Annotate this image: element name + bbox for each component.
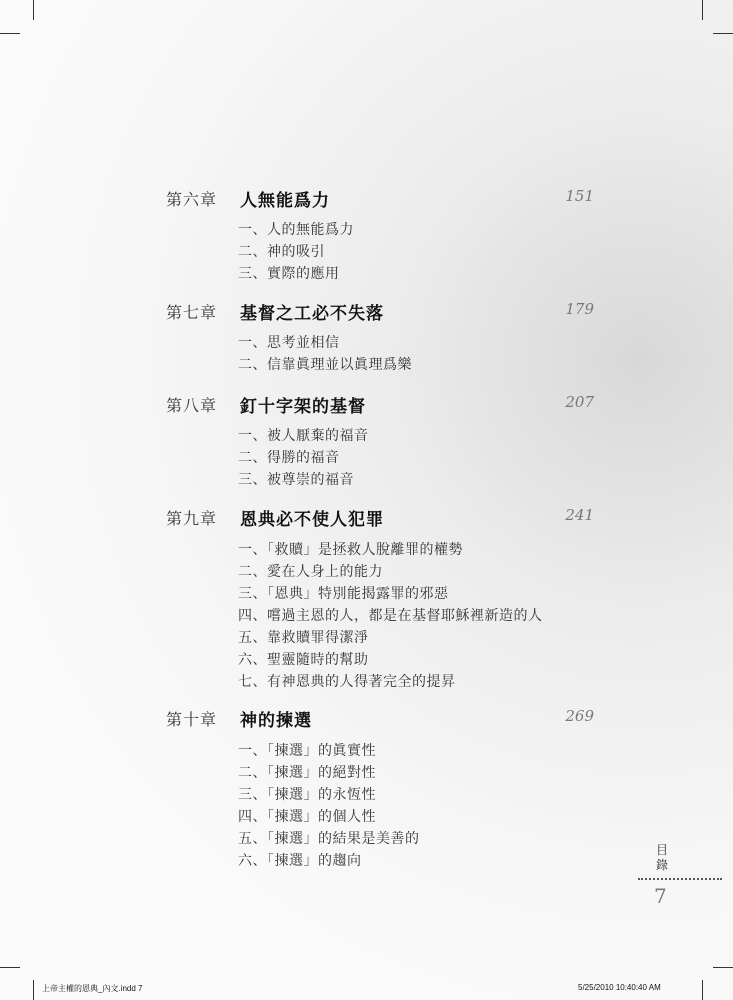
section-item: 三、實際的應用 xyxy=(238,266,340,282)
chapter-page: 151 xyxy=(565,187,594,205)
chapter-title: 基督之工必不失落 xyxy=(240,304,384,324)
section-item: 二、得勝的福音 xyxy=(238,450,340,466)
section-item: 三、「揀選」的永恆性 xyxy=(238,787,376,803)
crop-mark xyxy=(713,967,733,968)
chapter-heading xyxy=(166,187,596,215)
chapter-number: 第九章 xyxy=(166,509,218,528)
crop-mark xyxy=(0,33,20,34)
chapter-heading xyxy=(166,300,596,328)
crop-mark xyxy=(0,967,20,968)
section-item: 一、人的無能爲力 xyxy=(238,222,354,238)
section-item: 二、「揀選」的絕對性 xyxy=(238,765,376,781)
chapter-title: 釘十字架的基督 xyxy=(240,397,366,417)
section-item: 二、信靠眞理並以眞理爲樂 xyxy=(238,357,412,373)
section-item: 七、有神恩典的人得著完全的提昇 xyxy=(238,674,456,690)
section-item: 一、思考並相信 xyxy=(238,335,340,351)
section-item: 四、「揀選」的個人性 xyxy=(238,809,376,825)
section-item: 二、愛在人身上的能力 xyxy=(238,564,383,580)
section-item: 一、「揀選」的眞實性 xyxy=(238,743,376,759)
section-item: 六、「揀選」的趨向 xyxy=(238,853,362,869)
section-item: 五、「揀選」的結果是美善的 xyxy=(238,831,420,847)
footer-timestamp: 5/25/2010 10:40:40 AM xyxy=(578,983,661,992)
chapter-title: 恩典必不使人犯罪 xyxy=(240,510,384,530)
crop-mark xyxy=(33,0,34,20)
chapter-heading xyxy=(166,506,596,534)
section-item: 二、神的吸引 xyxy=(238,244,325,260)
page-number: 7 xyxy=(654,884,667,908)
chapter-page: 179 xyxy=(565,300,594,318)
crop-mark xyxy=(702,0,703,20)
section-item: 五、靠救贖罪得潔淨 xyxy=(238,630,369,646)
section-item: 一、被人厭棄的福音 xyxy=(238,428,369,444)
crop-mark xyxy=(713,33,733,34)
section-item: 六、聖靈隨時的幫助 xyxy=(238,652,369,668)
chapter-heading xyxy=(166,393,596,421)
section-item: 三、被尊崇的福音 xyxy=(238,472,354,488)
chapter-page: 207 xyxy=(565,393,594,411)
chapter-number: 第七章 xyxy=(166,303,218,322)
chapter-page: 269 xyxy=(565,707,594,725)
chapter-number: 第六章 xyxy=(166,190,218,209)
chapter-title: 人無能爲力 xyxy=(240,191,330,211)
chapter-page: 241 xyxy=(565,506,594,524)
chapter-number: 第八章 xyxy=(166,396,218,415)
crop-mark xyxy=(33,980,34,1000)
crop-mark xyxy=(702,980,703,1000)
dotted-divider xyxy=(638,878,722,880)
chapter-heading xyxy=(166,707,596,735)
footer-filename: 上帝主權的恩典_內文.indd 7 xyxy=(42,984,143,993)
section-item: 三、「恩典」特別能揭露罪的邪惡 xyxy=(238,586,449,602)
side-label-contents: 目錄 xyxy=(655,843,668,872)
section-item: 四、嚐過主恩的人，都是在基督耶穌裡新造的人 xyxy=(238,608,543,624)
section-item: 一、「救贖」是拯救人脫離罪的權勢 xyxy=(238,542,463,558)
chapter-title: 神的揀選 xyxy=(240,711,312,731)
chapter-number: 第十章 xyxy=(166,710,218,729)
